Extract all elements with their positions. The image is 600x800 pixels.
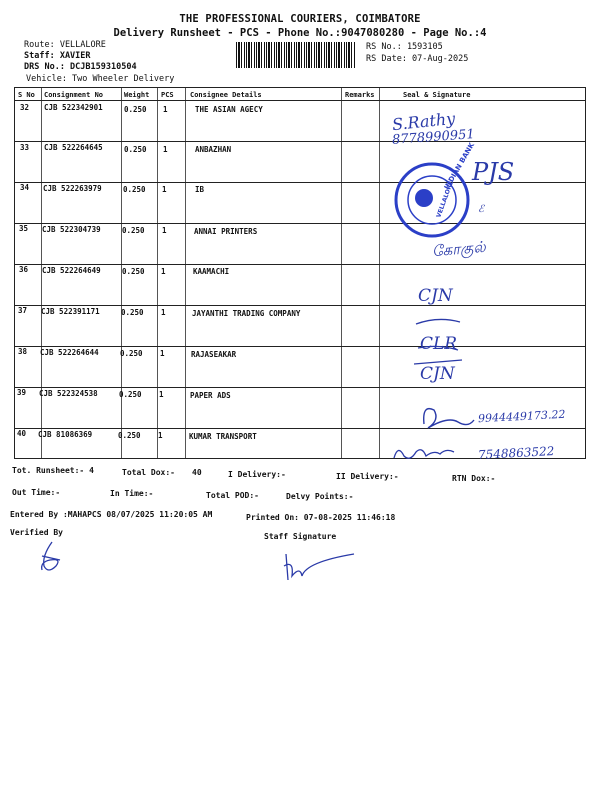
cell-consignee: PAPER ADS bbox=[190, 391, 231, 400]
staff-signature-mark bbox=[278, 546, 358, 586]
printed-on: Printed On: 07-08-2025 11:46:18 bbox=[246, 513, 396, 522]
cell-consignment: CJB 522304739 bbox=[42, 225, 101, 234]
cell-consignment: CJB 522342901 bbox=[44, 103, 103, 112]
cell-consignment: CJB 81086369 bbox=[38, 430, 93, 439]
signature-row40-phone-b: 7548863522 bbox=[477, 444, 555, 462]
signature-row40-phone-a: 9944449173.22 bbox=[477, 407, 566, 426]
delvy-points: Delvy Points:- bbox=[286, 492, 354, 501]
cell-pcs: 1 bbox=[161, 308, 166, 317]
cell-consignee: KAAMACHI bbox=[193, 267, 230, 276]
entered-by: Entered By :MAHAPCS 08/07/2025 11:20:05 AM bbox=[10, 510, 213, 519]
in-time: In Time:- bbox=[110, 489, 154, 498]
cell-weight: 0.250 bbox=[120, 349, 143, 358]
cell-weight: 0.250 bbox=[119, 390, 142, 399]
cell-pcs: 1 bbox=[159, 390, 164, 399]
barcode bbox=[236, 42, 356, 68]
signature-row32-phone: 8778990951 bbox=[391, 127, 476, 148]
col-header-remarks: Remarks bbox=[345, 91, 375, 99]
runsheet-subtitle: Delivery Runsheet - PCS - Phone No.:9047080280 - Page No.:4 bbox=[113, 27, 487, 39]
cell-weight: 0.250 bbox=[123, 185, 146, 194]
staff-signature-label: Staff Signature bbox=[264, 532, 337, 541]
col-header-weight: Weight bbox=[124, 91, 150, 99]
cell-consignment: CJB 522263979 bbox=[43, 184, 102, 193]
verifier-signature bbox=[36, 540, 66, 576]
ii-delivery: II Delivery:- bbox=[336, 472, 399, 481]
col-header-consignment: Consignment No bbox=[44, 91, 104, 99]
cell-consignee: THE ASIAN AGECY bbox=[195, 105, 263, 114]
col-header-pcs: PCS bbox=[161, 91, 174, 99]
signature-row32-name: S.Rathy bbox=[391, 108, 457, 135]
staff-label: Staff: XAVIER bbox=[24, 51, 91, 61]
col-header-sno: S No bbox=[18, 91, 35, 99]
company-title: THE PROFESSIONAL COURIERS, COIMBATORE bbox=[179, 13, 421, 25]
cell-sno: 39 bbox=[17, 388, 27, 397]
cell-consignment: CJB 522391171 bbox=[41, 307, 100, 316]
cell-pcs: 1 bbox=[162, 226, 167, 235]
cell-sno: 32 bbox=[20, 103, 30, 112]
cell-sno: 40 bbox=[17, 429, 27, 438]
cell-sno: 36 bbox=[19, 265, 29, 274]
cell-pcs: 1 bbox=[163, 145, 168, 154]
signature-row40-scribble bbox=[418, 400, 478, 436]
stamp-text-top: INDIAN BANK bbox=[442, 141, 477, 191]
signature-row36: கோகுல் bbox=[431, 237, 487, 261]
cell-sno: 35 bbox=[19, 224, 29, 233]
cell-weight: 0.250 bbox=[124, 145, 147, 154]
col-header-consignee: Consignee Details bbox=[190, 91, 262, 99]
cell-consignment: CJB 522324538 bbox=[39, 389, 98, 398]
cell-consignee: IB bbox=[195, 185, 205, 194]
total-dox-value: 40 bbox=[192, 468, 202, 477]
cell-sno: 34 bbox=[20, 183, 30, 192]
cell-consignee: ANNAI PRINTERS bbox=[194, 227, 258, 236]
cell-consignee: RAJASEAKAR bbox=[191, 350, 237, 359]
signature-row40-name bbox=[390, 440, 460, 468]
cell-sno: 38 bbox=[18, 347, 28, 356]
cell-sno: 33 bbox=[20, 143, 30, 152]
tot-runsheet: Tot. Runsheet:- 4 bbox=[12, 466, 94, 475]
total-dox-label: Total Dox:- bbox=[122, 468, 175, 477]
total-pod: Total POD:- bbox=[206, 491, 259, 500]
cell-weight: 0.250 bbox=[122, 267, 145, 276]
i-delivery: I Delivery:- bbox=[228, 470, 286, 479]
col-header-seal-signature: Seal & Signature bbox=[403, 91, 471, 99]
cell-consignment: CJB 522264645 bbox=[44, 143, 103, 152]
cell-consignee: KUMAR TRANSPORT bbox=[189, 432, 257, 441]
signature-strokes bbox=[408, 312, 468, 392]
cell-pcs: 1 bbox=[158, 431, 163, 440]
vehicle-label: Vehicle: Two Wheeler Delivery bbox=[26, 74, 175, 84]
cell-weight: 0.250 bbox=[124, 105, 147, 114]
rtn-dox: RTN Dox:- bbox=[452, 474, 496, 483]
cell-weight: 0.250 bbox=[121, 308, 144, 317]
signature-row34-mark: ℰ bbox=[478, 204, 485, 215]
signature-row38-a: CLR bbox=[420, 334, 458, 354]
drs-number: DRS No.: DCJB159310504 bbox=[24, 62, 137, 72]
cell-consignment: CJB 522264644 bbox=[40, 348, 99, 357]
stamp-text-side: VELLALORE bbox=[435, 180, 456, 219]
cell-weight: 0.250 bbox=[122, 226, 145, 235]
cell-sno: 37 bbox=[18, 306, 28, 315]
rs-number: RS No.: 1593105 bbox=[366, 42, 443, 52]
cell-pcs: 1 bbox=[161, 267, 166, 276]
cell-consignee: ANBAZHAN bbox=[195, 145, 232, 154]
signature-row34: PJS bbox=[472, 158, 515, 186]
cell-consignee: JAYANTHI TRADING COMPANY bbox=[192, 309, 301, 318]
signature-row37: CJN bbox=[418, 286, 453, 306]
runsheet-table bbox=[14, 87, 586, 459]
out-time: Out Time:- bbox=[12, 488, 61, 497]
cell-weight: 0.250 bbox=[118, 431, 141, 440]
bank-stamp bbox=[392, 141, 477, 240]
signature-row38-b: CJN bbox=[420, 364, 455, 384]
cell-pcs: 1 bbox=[160, 349, 165, 358]
cell-pcs: 1 bbox=[162, 185, 167, 194]
cell-pcs: 1 bbox=[163, 105, 168, 114]
verified-by: Verified By bbox=[10, 528, 63, 537]
cell-consignment: CJB 522264649 bbox=[42, 266, 101, 275]
route-label: Route: VELLALORE bbox=[24, 40, 106, 50]
rs-date: RS Date: 07-Aug-2025 bbox=[366, 54, 469, 64]
